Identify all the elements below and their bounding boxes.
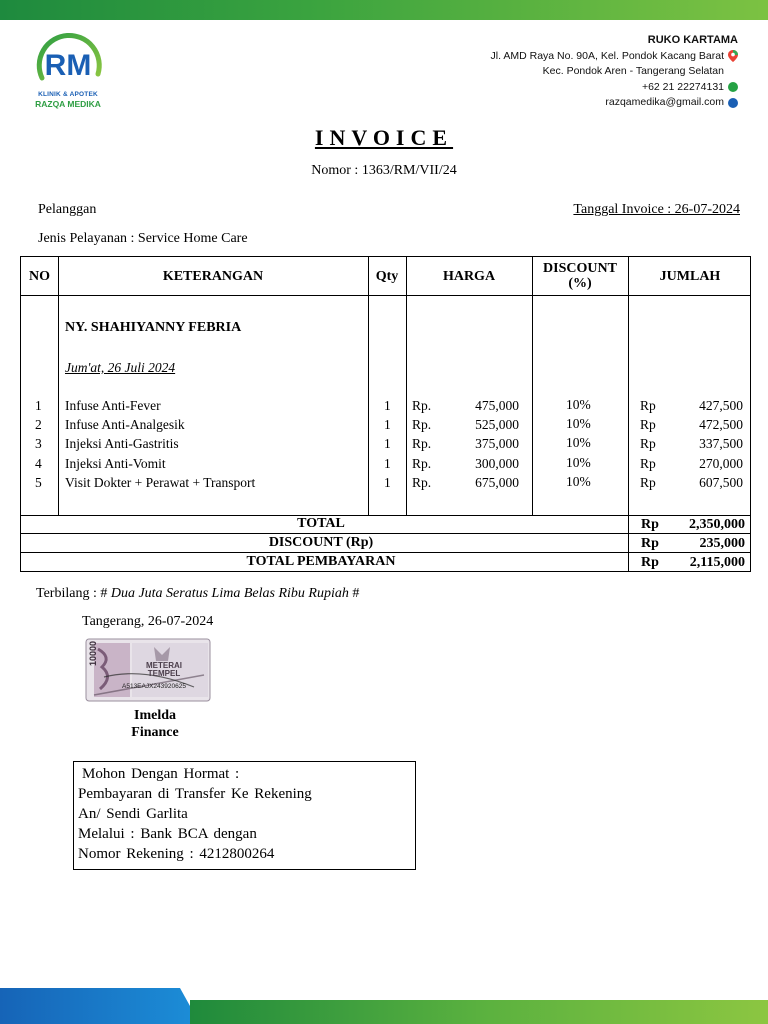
company-email	[491, 95, 738, 111]
row-qty: 1	[384, 436, 391, 452]
customer-label: Pelanggan	[38, 202, 97, 217]
payment-total-row	[20, 553, 751, 572]
total-label: TOTAL	[297, 516, 345, 531]
header-divider	[21, 295, 750, 296]
discount-label: DISCOUNT (Rp)	[268, 535, 374, 550]
payment-total-label: TOTAL PEMBAYARAN	[246, 554, 396, 569]
row-amount: 427,500	[699, 398, 743, 413]
row-amount: 337,500	[699, 436, 743, 452]
row-price: 525,000	[475, 417, 519, 433]
row-amount-currency: Rp	[640, 455, 656, 471]
row-amount-currency: Rp	[640, 398, 656, 413]
header-no: NO	[29, 268, 50, 284]
row-no: 5	[35, 474, 42, 490]
row-no: 3	[35, 436, 42, 452]
payment-instructions-box	[73, 761, 416, 870]
row-price: 675,000	[475, 474, 519, 490]
row-description: Infuse Anti-Analgesik	[65, 417, 185, 433]
stamp-serial: A513EAJX243920625	[122, 683, 186, 690]
header-qty: Qty	[375, 268, 399, 284]
address-line2-text: Kec. Pondok Aren - Tangerang Selatan	[542, 65, 724, 77]
signer-role: Finance	[131, 725, 179, 740]
discount-value: 235,000	[699, 536, 745, 551]
company-header	[491, 33, 738, 111]
row-description: Infuse Anti-Fever	[65, 398, 161, 413]
discount-row	[20, 534, 751, 553]
header-jumlah: JUMLAH	[659, 268, 721, 284]
total-currency: Rp	[641, 517, 659, 532]
company-name: RUKO KARTAMA	[647, 34, 738, 46]
bottom-accent-bar-green	[190, 1000, 768, 1024]
service-type: Jenis Pelayanan : Service Home Care	[38, 231, 248, 246]
row-amount-currency: Rp	[640, 474, 656, 490]
invoice-items-table	[20, 256, 751, 516]
mail-icon	[728, 98, 738, 108]
row-price-currency: Rp.	[412, 474, 432, 490]
amount-in-words	[36, 586, 359, 602]
payment-line-4: Melalui : Bank BCA dengan	[78, 826, 257, 842]
company-phone	[491, 80, 738, 96]
row-discount: 10%	[566, 473, 591, 489]
signer	[100, 707, 210, 741]
row-price-currency: Rp.	[412, 417, 432, 433]
discount-currency: Rp	[641, 536, 659, 551]
payment-line-3: An/ Sendi Garlita	[78, 806, 188, 822]
row-description: Injeksi Anti-Gastritis	[65, 436, 179, 452]
patient-name: NY. SHAHIYANNY FEBRIA	[65, 320, 242, 335]
row-amount: 472,500	[699, 417, 743, 433]
row-qty: 1	[384, 398, 391, 413]
row-qty: 1	[384, 455, 391, 471]
invoice-date: Tanggal Invoice : 26-07-2024	[573, 202, 740, 217]
logo-brand-name: RAZQA MEDIKA	[35, 99, 101, 109]
service-date: Jum'at, 26 Juli 2024	[65, 360, 176, 375]
whatsapp-icon	[728, 82, 738, 92]
row-price-currency: Rp.	[412, 436, 432, 452]
row-no: 2	[35, 417, 42, 433]
row-no: 1	[35, 398, 42, 413]
payment-line-2: Pembayaran di Transfer Ke Rekening	[78, 786, 312, 802]
col-divider	[628, 553, 629, 571]
row-discount: 10%	[566, 416, 591, 432]
row-amount: 607,500	[699, 474, 743, 490]
payment-total-value: 2,115,000	[689, 555, 745, 570]
email-text: razqamedika@gmail.com	[605, 96, 724, 108]
map-pin-icon	[728, 50, 738, 62]
payment-line-5: Nomor Rekening : 4212800264	[78, 846, 275, 862]
row-qty: 1	[384, 474, 391, 490]
invoice-number: Nomor : 1363/RM/VII/24	[311, 163, 457, 178]
amount-in-words-text: Dua Juta Seratus Lima Belas Ribu Rupiah	[110, 586, 349, 601]
header-keterangan: KETERANGAN	[162, 268, 264, 284]
company-address-line2	[491, 64, 738, 80]
row-amount: 270,000	[699, 455, 743, 471]
row-price-currency: Rp.	[412, 398, 432, 413]
col-divider	[628, 534, 629, 552]
row-price: 375,000	[475, 436, 519, 452]
row-description: Injeksi Anti-Vomit	[65, 455, 166, 471]
row-price: 475,000	[475, 398, 519, 413]
header-discount: DISCOUNT (%)	[543, 261, 617, 291]
row-amount-currency: Rp	[640, 436, 656, 452]
row-discount: 10%	[566, 435, 591, 451]
phone-text: +62 21 22274131	[641, 80, 724, 93]
amount-in-words-prefix: Terbilang : #	[36, 586, 111, 601]
company-address-line1	[491, 49, 738, 65]
signer-name: Imelda	[134, 708, 176, 723]
signature-place-date: Tangerang, 26-07-2024	[82, 614, 214, 629]
address-line1-text: Jl. AMD Raya No. 90A, Kel. Pondok Kacang Barat	[490, 49, 724, 62]
row-price-currency: Rp.	[412, 455, 432, 471]
amount-in-words-suffix: #	[348, 586, 360, 601]
total-value: 2,350,000	[689, 517, 745, 532]
top-accent-bar	[0, 0, 768, 20]
stamp-value: 10000	[88, 640, 98, 666]
stamp-label: METERAI TEMPEL	[146, 661, 182, 678]
invoice-title: INVOICE	[314, 125, 454, 150]
logo-subtitle: KLINIK & APOTEK	[38, 91, 98, 98]
payment-line-1: Mohon Dengan Hormat :	[82, 766, 240, 782]
total-row	[20, 515, 751, 534]
row-description: Visit Dokter + Perawat + Transport	[65, 474, 256, 490]
header-harga: HARGA	[442, 268, 496, 284]
logo-letters: RM	[44, 49, 92, 82]
row-discount: 10%	[566, 454, 591, 470]
bottom-accent-bar-blue	[0, 988, 200, 1024]
row-qty: 1	[384, 417, 391, 433]
payment-total-currency: Rp	[641, 555, 659, 570]
row-amount-currency: Rp	[640, 417, 656, 433]
row-no: 4	[35, 455, 42, 471]
row-price: 300,000	[475, 455, 519, 471]
row-discount: 10%	[566, 397, 591, 412]
col-divider	[628, 515, 629, 533]
